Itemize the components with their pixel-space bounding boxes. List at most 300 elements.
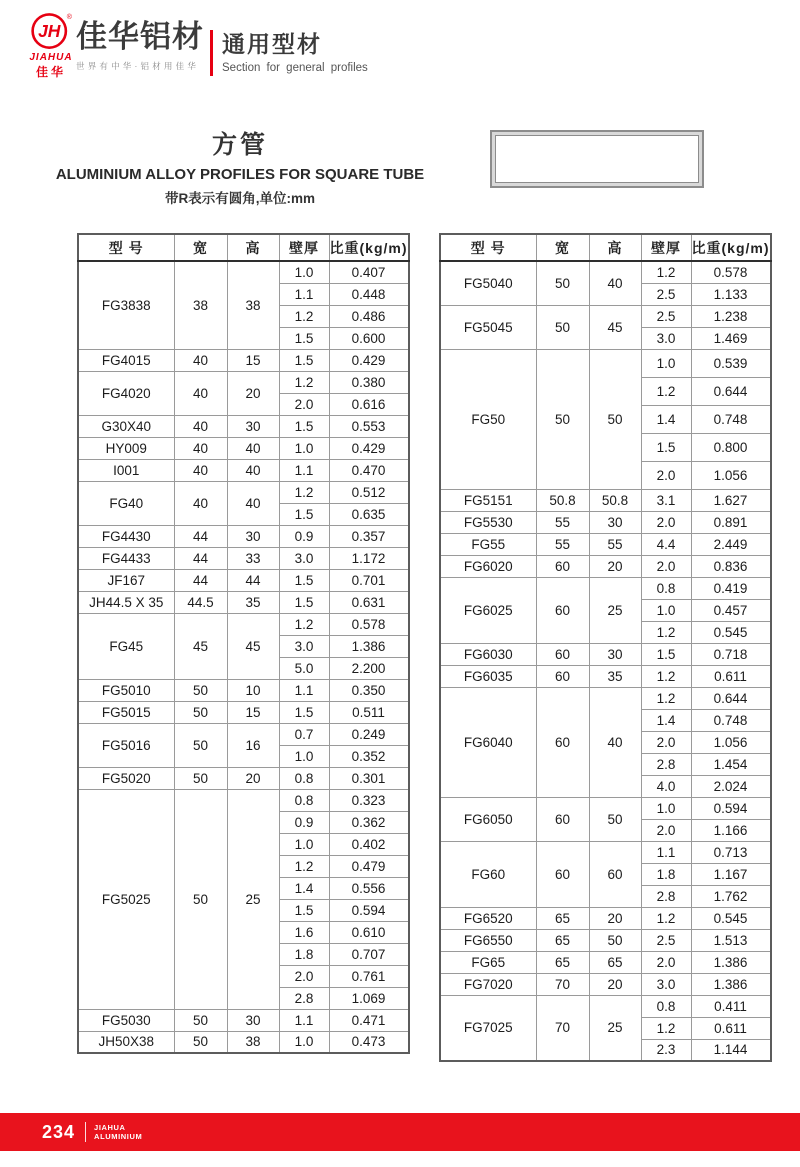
table-row	[78, 569, 409, 591]
cell-model: FG6550	[440, 929, 536, 951]
cell-height: 30	[227, 415, 279, 437]
page-title: 方管	[211, 131, 268, 159]
cell-thickness: 0.9	[279, 811, 329, 833]
cell-weight: 0.539	[691, 349, 771, 377]
logo-name-en: JIAHUA	[29, 52, 73, 63]
table-row	[78, 789, 409, 811]
table-row	[440, 643, 771, 665]
cell-height: 16	[227, 723, 279, 767]
table-row	[440, 973, 771, 995]
cell-weight: 1.513	[691, 929, 771, 951]
cell-weight: 0.479	[329, 855, 409, 877]
cell-model: FG5151	[440, 489, 536, 511]
column-header: 比重(kg/m)	[691, 234, 771, 261]
cell-thickness: 1.2	[641, 907, 691, 929]
cell-thickness: 1.4	[641, 405, 691, 433]
cell-thickness: 4.0	[641, 775, 691, 797]
brand-tagline: 世界有中华·铝材用佳华	[76, 60, 200, 71]
cell-thickness: 2.5	[641, 305, 691, 327]
cell-thickness: 0.7	[279, 723, 329, 745]
cell-model: FG45	[78, 613, 174, 679]
cell-model: FG5045	[440, 305, 536, 349]
cell-height: 40	[227, 459, 279, 481]
cell-model: FG6040	[440, 687, 536, 797]
cell-thickness: 1.5	[279, 349, 329, 371]
cell-model: FG6520	[440, 907, 536, 929]
table-row	[78, 1009, 409, 1031]
cell-thickness: 1.0	[279, 833, 329, 855]
section-title-en: Section for general profiles	[222, 62, 368, 74]
cell-height: 44	[227, 569, 279, 591]
cell-thickness: 3.0	[279, 547, 329, 569]
cell-width: 50	[536, 305, 589, 349]
cell-model: FG5016	[78, 723, 174, 767]
cell-width: 60	[536, 577, 589, 643]
cell-weight: 1.069	[329, 987, 409, 1009]
cell-model: JH50X38	[78, 1031, 174, 1053]
cell-model: FG6050	[440, 797, 536, 841]
cell-height: 40	[589, 261, 641, 305]
cell-thickness: 2.0	[279, 965, 329, 987]
cell-height: 10	[227, 679, 279, 701]
table-row	[440, 841, 771, 863]
cell-weight: 0.836	[691, 555, 771, 577]
cell-weight: 0.511	[329, 701, 409, 723]
cell-thickness: 2.0	[641, 951, 691, 973]
cell-weight: 0.350	[329, 679, 409, 701]
cell-thickness: 1.2	[641, 687, 691, 709]
cell-height: 25	[589, 995, 641, 1061]
cell-thickness: 2.5	[641, 283, 691, 305]
cell-weight: 1.386	[329, 635, 409, 657]
title-block	[40, 125, 440, 207]
cell-thickness: 2.3	[641, 1039, 691, 1061]
cell-thickness: 1.0	[641, 797, 691, 819]
svg-text:JH: JH	[38, 21, 61, 42]
column-header: 宽	[174, 234, 227, 261]
cell-width: 50	[174, 1009, 227, 1031]
cell-thickness: 1.2	[279, 613, 329, 635]
cell-weight: 0.407	[329, 261, 409, 283]
cell-width: 60	[536, 687, 589, 797]
table-row	[440, 995, 771, 1017]
table-row	[78, 723, 409, 745]
table-row	[440, 665, 771, 687]
profiles-table-left	[77, 233, 410, 1054]
cell-thickness: 2.0	[641, 555, 691, 577]
cell-thickness: 2.8	[641, 885, 691, 907]
cell-weight: 0.713	[691, 841, 771, 863]
cell-weight: 1.133	[691, 283, 771, 305]
cell-model: FG4020	[78, 371, 174, 415]
jiahua-logo-icon	[28, 10, 74, 52]
cell-thickness: 1.2	[279, 481, 329, 503]
cell-weight: 0.448	[329, 283, 409, 305]
cell-height: 60	[589, 841, 641, 907]
cell-weight: 1.469	[691, 327, 771, 349]
cell-weight: 0.486	[329, 305, 409, 327]
cell-weight: 0.512	[329, 481, 409, 503]
cell-model: FG7025	[440, 995, 536, 1061]
cell-width: 50	[174, 723, 227, 767]
cell-thickness: 2.8	[641, 753, 691, 775]
cell-width: 70	[536, 973, 589, 995]
cell-model: FG3838	[78, 261, 174, 349]
cell-model: FG5010	[78, 679, 174, 701]
cell-weight: 0.471	[329, 1009, 409, 1031]
cell-weight: 0.380	[329, 371, 409, 393]
cell-height: 65	[589, 951, 641, 973]
cell-weight: 0.553	[329, 415, 409, 437]
section-block	[222, 26, 368, 74]
cell-width: 40	[174, 437, 227, 459]
cell-thickness: 1.8	[641, 863, 691, 885]
table-row	[440, 555, 771, 577]
cell-weight: 2.200	[329, 657, 409, 679]
footer-divider	[85, 1122, 86, 1142]
cell-height: 30	[589, 643, 641, 665]
column-header: 型 号	[78, 234, 174, 261]
table-row	[78, 261, 409, 283]
cell-weight: 0.800	[691, 433, 771, 461]
cell-thickness: 1.2	[641, 261, 691, 283]
cell-weight: 0.578	[329, 613, 409, 635]
cell-height: 50	[589, 929, 641, 951]
cell-width: 50	[174, 701, 227, 723]
cell-weight: 0.301	[329, 767, 409, 789]
cell-thickness: 3.0	[641, 973, 691, 995]
footer-brand-line1: JIAHUA	[94, 1122, 126, 1132]
unit-note: 带R表示有圆角,单位:mm	[164, 191, 315, 206]
cell-thickness: 1.2	[641, 665, 691, 687]
cell-height: 40	[227, 481, 279, 525]
cell-model: FG5040	[440, 261, 536, 305]
cell-weight: 0.761	[329, 965, 409, 987]
cell-weight: 1.627	[691, 489, 771, 511]
cell-height: 45	[589, 305, 641, 349]
footer-bar	[0, 1113, 800, 1151]
cell-width: 40	[174, 459, 227, 481]
cell-thickness: 1.1	[279, 459, 329, 481]
cell-width: 50	[536, 349, 589, 489]
table-row	[78, 481, 409, 503]
cell-height: 20	[227, 371, 279, 415]
cell-weight: 1.386	[691, 973, 771, 995]
cell-weight: 1.144	[691, 1039, 771, 1061]
cell-model: FG60	[440, 841, 536, 907]
cell-thickness: 1.2	[279, 305, 329, 327]
cell-weight: 0.891	[691, 511, 771, 533]
cell-thickness: 1.5	[279, 591, 329, 613]
cell-height: 30	[589, 511, 641, 533]
cell-model: FG4433	[78, 547, 174, 569]
cell-thickness: 1.1	[279, 283, 329, 305]
cell-weight: 0.748	[691, 709, 771, 731]
cell-width: 40	[174, 349, 227, 371]
cell-model: FG65	[440, 951, 536, 973]
cell-weight: 0.545	[691, 621, 771, 643]
cell-thickness: 2.8	[279, 987, 329, 1009]
cell-model: FG6035	[440, 665, 536, 687]
cell-height: 15	[227, 701, 279, 723]
cell-width: 44	[174, 547, 227, 569]
table-row	[440, 261, 771, 283]
cell-weight: 1.386	[691, 951, 771, 973]
table-row	[78, 613, 409, 635]
cell-thickness: 1.0	[279, 437, 329, 459]
cell-thickness: 2.5	[641, 929, 691, 951]
cell-thickness: 1.2	[279, 371, 329, 393]
cell-weight: 0.600	[329, 327, 409, 349]
table-row	[78, 415, 409, 437]
cell-model: FG4015	[78, 349, 174, 371]
column-header: 高	[227, 234, 279, 261]
cell-weight: 0.616	[329, 393, 409, 415]
cell-weight: 1.454	[691, 753, 771, 775]
cell-height: 30	[227, 1009, 279, 1031]
cell-weight: 0.644	[691, 687, 771, 709]
cell-thickness: 1.4	[279, 877, 329, 899]
table-row	[440, 951, 771, 973]
cell-thickness: 1.5	[279, 701, 329, 723]
cell-thickness: 1.8	[279, 943, 329, 965]
table-row	[78, 591, 409, 613]
cell-weight: 0.611	[691, 665, 771, 687]
cell-thickness: 1.2	[641, 621, 691, 643]
cell-thickness: 0.8	[279, 767, 329, 789]
cell-weight: 0.457	[691, 599, 771, 621]
table-row	[78, 525, 409, 547]
cell-width: 70	[536, 995, 589, 1061]
brand-title: 佳华铝材	[76, 19, 204, 54]
cell-width: 60	[536, 665, 589, 687]
cell-width: 55	[536, 511, 589, 533]
cell-thickness: 1.5	[279, 503, 329, 525]
cell-model: HY009	[78, 437, 174, 459]
cell-model: G30X40	[78, 415, 174, 437]
cell-height: 50.8	[589, 489, 641, 511]
cell-thickness: 1.0	[279, 261, 329, 283]
cell-width: 50	[174, 789, 227, 1009]
cell-model: FG6025	[440, 577, 536, 643]
page-number: 234	[42, 1121, 76, 1142]
cell-model: FG7020	[440, 973, 536, 995]
table-row	[440, 907, 771, 929]
cell-height: 35	[227, 591, 279, 613]
table-row	[440, 489, 771, 511]
cell-weight: 0.556	[329, 877, 409, 899]
cell-width: 50	[174, 1031, 227, 1053]
cell-weight: 1.056	[691, 731, 771, 753]
table-row	[78, 1031, 409, 1053]
section-title-cn: 通用型材	[222, 31, 322, 57]
cell-weight: 1.167	[691, 863, 771, 885]
cell-weight: 0.249	[329, 723, 409, 745]
cell-thickness: 0.8	[279, 789, 329, 811]
cell-weight: 0.578	[691, 261, 771, 283]
cell-weight: 0.323	[329, 789, 409, 811]
cell-weight: 0.718	[691, 643, 771, 665]
cell-model: FG5530	[440, 511, 536, 533]
cell-thickness: 1.4	[641, 709, 691, 731]
cell-width: 60	[536, 643, 589, 665]
cell-weight: 0.701	[329, 569, 409, 591]
cell-thickness: 1.1	[641, 841, 691, 863]
cell-height: 45	[227, 613, 279, 679]
cell-height: 35	[589, 665, 641, 687]
table-row	[78, 679, 409, 701]
cell-width: 60	[536, 841, 589, 907]
cell-model: FG5030	[78, 1009, 174, 1031]
cell-model: FG6020	[440, 555, 536, 577]
cell-thickness: 3.0	[279, 635, 329, 657]
cell-thickness: 1.0	[279, 1031, 329, 1053]
cell-width: 44.5	[174, 591, 227, 613]
cell-height: 50	[589, 349, 641, 489]
table-row	[440, 929, 771, 951]
cell-thickness: 1.2	[641, 377, 691, 405]
cell-weight: 0.707	[329, 943, 409, 965]
svg-text:®: ®	[66, 13, 72, 21]
cell-thickness: 4.4	[641, 533, 691, 555]
cell-width: 55	[536, 533, 589, 555]
cell-weight: 0.357	[329, 525, 409, 547]
table-row	[440, 687, 771, 709]
profiles-table-right	[439, 233, 772, 1062]
table-row	[440, 511, 771, 533]
cell-thickness: 1.2	[641, 1017, 691, 1039]
cell-model: FG5025	[78, 789, 174, 1009]
cell-model: FG40	[78, 481, 174, 525]
cell-width: 60	[536, 797, 589, 841]
cell-weight: 1.762	[691, 885, 771, 907]
cell-height: 38	[227, 1031, 279, 1053]
cell-thickness: 1.1	[279, 1009, 329, 1031]
cell-weight: 0.429	[329, 437, 409, 459]
cell-height: 15	[227, 349, 279, 371]
cell-height: 38	[227, 261, 279, 349]
cell-height: 20	[589, 555, 641, 577]
cell-weight: 1.056	[691, 461, 771, 489]
table-row	[78, 437, 409, 459]
cell-weight: 0.594	[691, 797, 771, 819]
cell-model: FG5015	[78, 701, 174, 723]
cell-height: 40	[589, 687, 641, 797]
page-subtitle: ALUMINIUM ALLOY PROFILES FOR SQUARE TUBE	[55, 166, 425, 183]
cell-width: 38	[174, 261, 227, 349]
cell-width: 50.8	[536, 489, 589, 511]
cell-thickness: 1.0	[641, 599, 691, 621]
cell-width: 40	[174, 371, 227, 415]
cell-thickness: 1.5	[279, 569, 329, 591]
table-row	[440, 305, 771, 327]
cell-model: FG4430	[78, 525, 174, 547]
cell-thickness: 1.5	[641, 433, 691, 461]
cell-weight: 0.419	[691, 577, 771, 599]
cell-weight: 1.166	[691, 819, 771, 841]
cell-width: 50	[174, 679, 227, 701]
cell-height: 20	[227, 767, 279, 789]
cell-model: FG6030	[440, 643, 536, 665]
cell-height: 40	[227, 437, 279, 459]
cell-height: 50	[589, 797, 641, 841]
cell-thickness: 5.0	[279, 657, 329, 679]
cell-weight: 0.411	[691, 995, 771, 1017]
cell-model: FG50	[440, 349, 536, 489]
cell-weight: 0.352	[329, 745, 409, 767]
column-header: 壁厚	[641, 234, 691, 261]
cell-thickness: 1.0	[279, 745, 329, 767]
cell-weight: 2.449	[691, 533, 771, 555]
cell-width: 50	[536, 261, 589, 305]
cell-model: JH44.5 X 35	[78, 591, 174, 613]
cell-thickness: 1.5	[279, 899, 329, 921]
cell-thickness: 1.0	[641, 349, 691, 377]
cell-thickness: 2.0	[641, 819, 691, 841]
cell-width: 65	[536, 929, 589, 951]
footer-brand	[94, 1123, 142, 1142]
cell-thickness: 3.0	[641, 327, 691, 349]
cell-width: 44	[174, 525, 227, 547]
table-row	[440, 349, 771, 377]
column-header: 比重(kg/m)	[329, 234, 409, 261]
cell-thickness: 1.6	[279, 921, 329, 943]
table-row	[78, 547, 409, 569]
brand-block	[76, 18, 211, 72]
cell-weight: 0.635	[329, 503, 409, 525]
square-tube-diagram	[490, 130, 704, 188]
column-header: 壁厚	[279, 234, 329, 261]
cell-thickness: 0.8	[641, 577, 691, 599]
cell-thickness: 2.0	[279, 393, 329, 415]
table-row	[78, 767, 409, 789]
cell-thickness: 3.1	[641, 489, 691, 511]
cell-weight: 0.362	[329, 811, 409, 833]
cell-thickness: 1.5	[279, 327, 329, 349]
cell-thickness: 0.9	[279, 525, 329, 547]
header-divider	[210, 30, 213, 76]
brand-logo	[20, 10, 82, 80]
cell-weight: 0.402	[329, 833, 409, 855]
footer-brand-line2: ALUMINIUM	[94, 1132, 143, 1141]
cell-height: 33	[227, 547, 279, 569]
cell-thickness: 1.5	[279, 415, 329, 437]
logo-name-cn: 佳华	[35, 65, 66, 79]
cell-width: 40	[174, 481, 227, 525]
cell-thickness: 0.8	[641, 995, 691, 1017]
cell-width: 44	[174, 569, 227, 591]
cell-width: 50	[174, 767, 227, 789]
cell-thickness: 2.0	[641, 511, 691, 533]
cell-height: 25	[589, 577, 641, 643]
cell-thickness: 1.2	[279, 855, 329, 877]
square-tube-diagram-inner	[495, 135, 699, 183]
table-row	[440, 797, 771, 819]
cell-model: FG55	[440, 533, 536, 555]
cell-height: 25	[227, 789, 279, 1009]
table-row	[78, 349, 409, 371]
cell-height: 20	[589, 973, 641, 995]
table-row	[78, 371, 409, 393]
cell-weight: 0.644	[691, 377, 771, 405]
cell-thickness: 1.5	[641, 643, 691, 665]
cell-weight: 1.238	[691, 305, 771, 327]
column-header: 高	[589, 234, 641, 261]
table-row	[440, 533, 771, 555]
column-header: 宽	[536, 234, 589, 261]
cell-thickness: 2.0	[641, 461, 691, 489]
cell-weight: 0.470	[329, 459, 409, 481]
